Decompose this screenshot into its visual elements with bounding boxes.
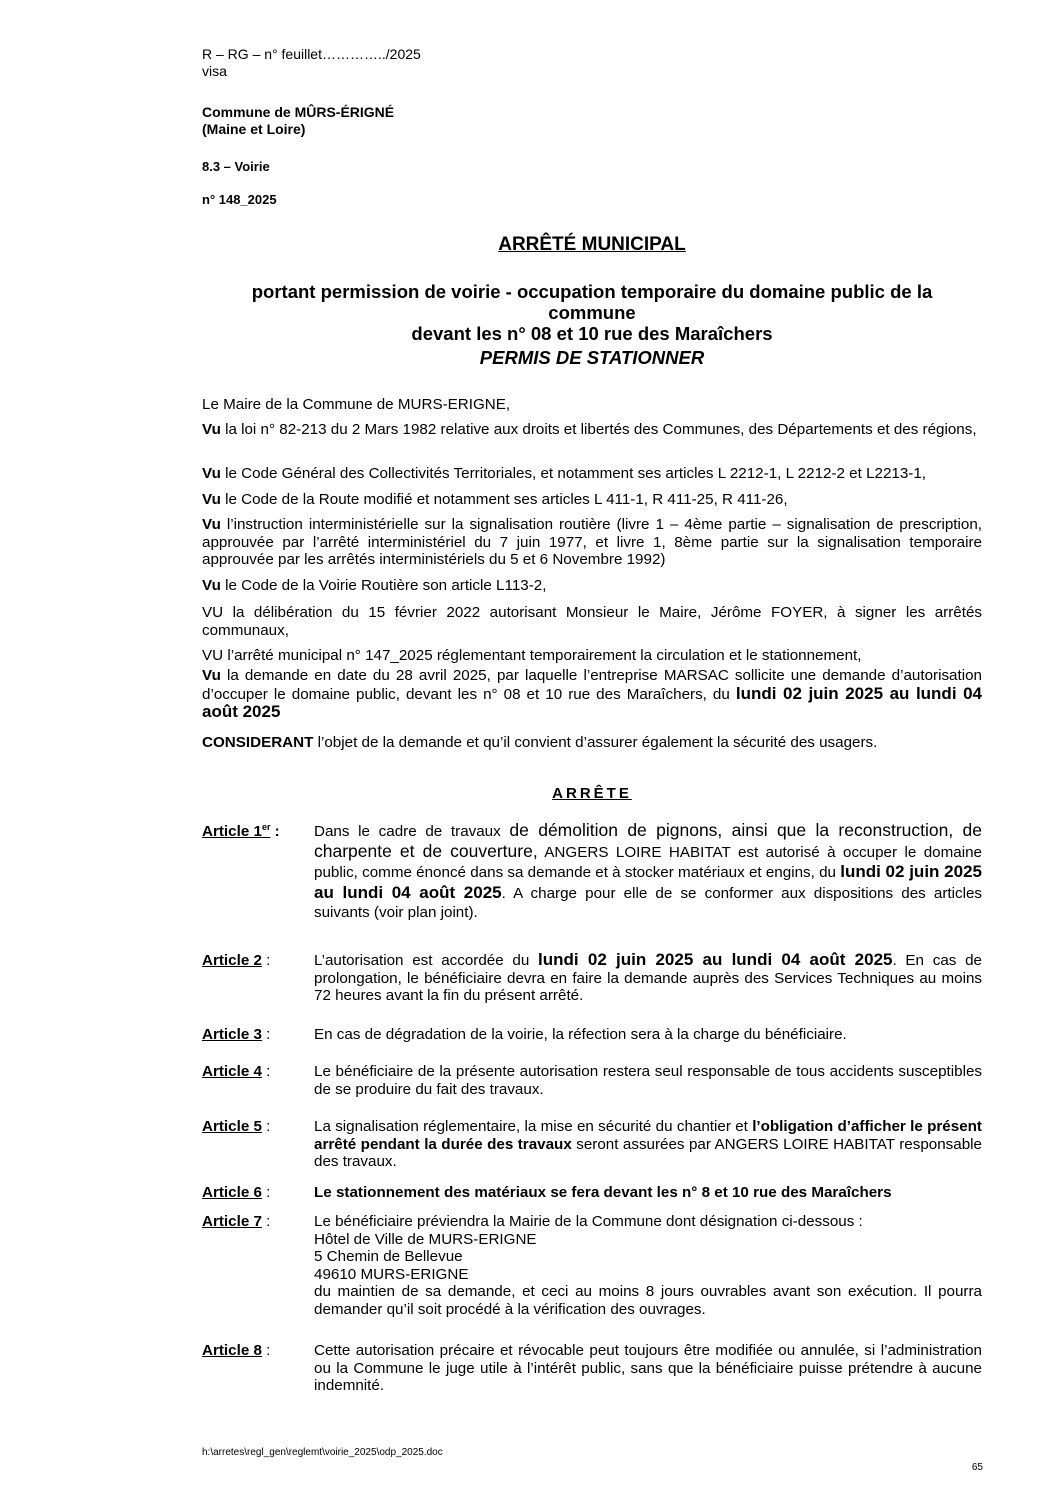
- subtitle-line-2: commune: [548, 302, 636, 323]
- article-7-line-4: 49610 MURS-ERIGNE: [314, 1265, 469, 1283]
- article-7-line-2: Hôtel de Ville de MURS-ERIGNE: [314, 1230, 537, 1248]
- article-7-line-1: Le bénéficiaire préviendra la Mairie de la Commune dont désignation ci-dessous :: [314, 1213, 863, 1230]
- commune-name: Commune de MÛRS-ÉRIGNÉ: [202, 104, 395, 120]
- preamble-vu-7: VU l’arrêté municipal n° 147_2025 réglementant temporairement la circulation et le stationnement,: [202, 647, 862, 664]
- article-6-text: Le stationnement des matériaux se fera devant les n° 8 et 10 rue des Maraîchers: [314, 1184, 892, 1201]
- preamble-vu-5: Vu le Code de la Voirie Routière son article L113-2,: [202, 577, 547, 594]
- category-label: 8.3 – Voirie: [202, 159, 270, 174]
- document-title: [202, 234, 982, 256]
- article-8-text: Cette autorisation précaire et révocable peut toujours être modifiée ou annulée, si l’administration ou la Commune le juge utile à l’intérêt public, sans que la bénéficiaire puisse prétendre à aucune indemnité.: [314, 1342, 982, 1394]
- article-2-label: Article 2 :: [202, 952, 271, 969]
- preamble-vu-8: Vu la demande en date du 28 avril 2025, par laquelle l’entreprise MARSAC sollicite une demande d’autorisation d’occuper le domaine public, devant les n° 08 et 10 rue des Maraîchers, du lundi 02 juin 2025 au lundi 04 août 2025: [202, 667, 982, 721]
- article-3-text: En cas de dégradation de la voirie, la réfection sera à la charge du bénéficiaire.: [314, 1026, 847, 1043]
- subtitle-line-1: portant permission de voirie - occupation temporaire du domaine public de la: [251, 281, 933, 302]
- article-7-text: [314, 1213, 982, 1318]
- page-number: 65: [971, 1462, 983, 1473]
- visa-label: visa: [202, 63, 227, 79]
- decree-number: n° 148_2025: [202, 192, 277, 207]
- article-8-label: Article 8 :: [202, 1342, 271, 1359]
- article-7-label: Article 7 :: [202, 1213, 271, 1230]
- article-5-label: Article 5 :: [202, 1118, 271, 1135]
- preamble-vu-2: Vu le Code Général des Collectivités Territoriales, et notamment ses articles L 2212-1, L 2212-2 et L2213-1,: [202, 465, 927, 482]
- document-subtitle: [202, 281, 982, 368]
- preamble-considerant: CONSIDERANT l’objet de la demande et qu’il convient d’assurer également la sécurité des usagers.: [202, 734, 878, 751]
- article-5-text: La signalisation réglementaire, la mise en sécurité du chantier et l’obligation d’afficher le présent arrêté pendant la durée des travaux seront assurées par ANGERS LOIRE HABITAT responsable des travaux.: [314, 1118, 982, 1170]
- arrete-heading: ARRÊTE: [552, 785, 632, 802]
- article-7-line-5: du maintien de sa demande, et ceci au moins 8 jours ouvrables avant son exécution. Il pourra demander qu’il soit procédé à la vérification des ouvrages.: [314, 1283, 982, 1318]
- article-4-text: Le bénéficiaire de la présente autorisation restera seul responsable de tous accidents susceptibles de se produire du fait des travaux.: [314, 1063, 982, 1098]
- preamble-vu-1: Vu la loi n° 82-213 du 2 Mars 1982 relative aux droits et libertés des Communes, des Départements et des régions,: [202, 421, 977, 438]
- article-4-label: Article 4 :: [202, 1063, 271, 1080]
- preamble-intro: Le Maire de la Commune de MURS-ERIGNE,: [202, 396, 511, 413]
- article-7-line-3: 5 Chemin de Bellevue: [314, 1248, 463, 1265]
- preamble-vu-4: Vu l’instruction interministérielle sur la signalisation routière (livre 1 – 4ème partie – signalisation de prescription, approuvée par l’arrêté interministériel du 7 juin 1977, et livre 1, 8ème partie sur la signalisation temporaire approuvée par les arrêtés interministériels du 5 et 6 Novembre 1992): [202, 516, 982, 568]
- article-6-label: Article 6 :: [202, 1184, 271, 1201]
- footer-file-path: h:\arretes\regl_gen\reglemt\voirie_2025\odp_2025.doc: [202, 1447, 443, 1458]
- reference-line: R – RG – n° feuillet…………../2025: [202, 46, 421, 62]
- article-1-text: Dans le cadre de travaux de démolition de pignons, ainsi que la reconstruction, de charpente et de couverture, ANGERS LOIRE HABITAT est autorisé à occuper le domaine public, comme énoncé dans sa demande et à stocker matériaux et engins, du lundi 02 juin 2025 au lundi 04 août 2025. A charge pour elle de se conformer aux dispositions des articles suivants (voir plan joint).: [314, 820, 982, 921]
- preamble-vu-6: VU la délibération du 15 février 2022 autorisant Monsieur le Maire, Jérôme FOYER, à signer les arrêtés communaux,: [202, 604, 982, 639]
- commune-department: (Maine et Loire): [202, 121, 306, 137]
- article-3-label: Article 3 :: [202, 1026, 271, 1043]
- article-2-text: L’autorisation est accordée du lundi 02 juin 2025 au lundi 04 août 2025. En cas de prolongation, le bénéficiaire devra en faire la demande auprès des Services Techniques au moins 72 heures avant la fin du présent arrêté.: [314, 950, 982, 1004]
- title-main: ARRÊTÉ MUNICIPAL: [498, 234, 686, 255]
- article-1-label: Article 1er :: [202, 821, 280, 840]
- subtitle-permit: PERMIS DE STATIONNER: [479, 347, 705, 368]
- preamble-vu-3: Vu le Code de la Route modifié et notamment ses articles L 411-1, R 411-25, R 411-26,: [202, 491, 788, 508]
- subtitle-line-3: devant les n° 08 et 10 rue des Maraîchers: [411, 323, 773, 344]
